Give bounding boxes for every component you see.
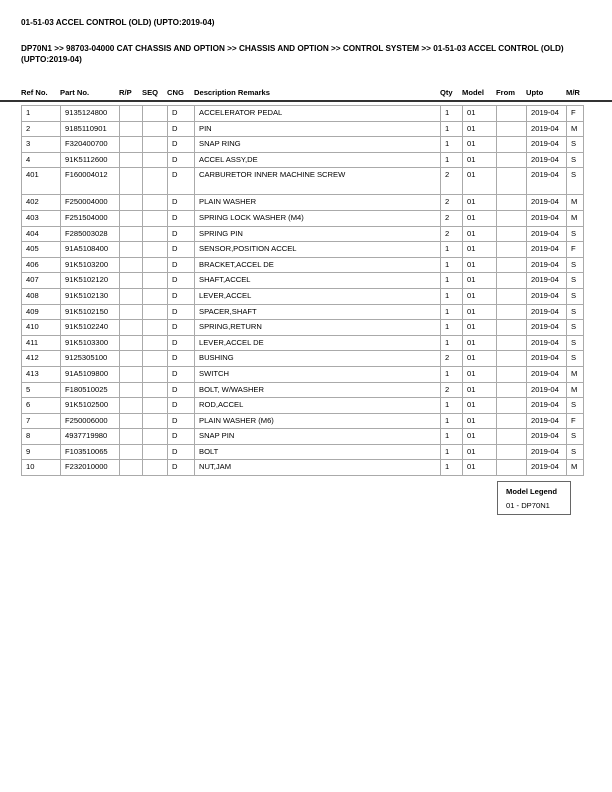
table-cell: 91K5102150 [61, 304, 120, 320]
table-row [22, 168, 584, 195]
table-row [22, 195, 584, 211]
table-row [22, 429, 584, 445]
table-cell: F160004012 [61, 168, 120, 195]
table-cell: S [567, 320, 584, 336]
table-cell: 2019-04 [527, 106, 567, 122]
table-cell: 01 [463, 121, 497, 137]
table-cell: 9135124800 [61, 106, 120, 122]
table-cell: M [567, 195, 584, 211]
table-cell: S [567, 257, 584, 273]
table-cell [143, 444, 168, 460]
table-cell: 2019-04 [527, 460, 567, 476]
table-cell [143, 168, 168, 195]
table-cell: D [168, 273, 195, 289]
table-cell: 2019-04 [527, 168, 567, 195]
table-row [22, 460, 584, 476]
table-cell: D [168, 288, 195, 304]
column-header: M/R [566, 88, 580, 97]
table-cell: 1 [441, 335, 463, 351]
table-cell: D [168, 257, 195, 273]
table-cell: 01 [463, 168, 497, 195]
table-cell: 9185110901 [61, 121, 120, 137]
table-cell: 2019-04 [527, 382, 567, 398]
table-cell: 01 [463, 444, 497, 460]
table-cell [143, 273, 168, 289]
table-cell: 407 [22, 273, 61, 289]
table-cell: 2019-04 [527, 195, 567, 211]
table-cell: 1 [441, 460, 463, 476]
table-cell: 1 [441, 121, 463, 137]
table-cell: ACCEL ASSY,DE [195, 152, 441, 168]
table-cell: S [567, 398, 584, 414]
table-cell: 01 [463, 366, 497, 382]
table-cell: 2019-04 [527, 366, 567, 382]
table-cell [120, 351, 143, 367]
table-cell: 01 [463, 137, 497, 153]
table-cell: BRACKET,ACCEL DE [195, 257, 441, 273]
table-cell [143, 152, 168, 168]
table-cell: F [567, 242, 584, 258]
table-cell: 01 [463, 382, 497, 398]
table-cell [120, 429, 143, 445]
table-cell: 2019-04 [527, 210, 567, 226]
table-cell [497, 444, 527, 460]
table-cell: D [168, 413, 195, 429]
table-cell: S [567, 137, 584, 153]
table-cell: S [567, 304, 584, 320]
table-cell: SENSOR,POSITION ACCEL [195, 242, 441, 258]
table-cell: 01 [463, 195, 497, 211]
table-cell: D [168, 398, 195, 414]
table-cell: 6 [22, 398, 61, 414]
table-cell: 01 [463, 460, 497, 476]
table-cell: 01 [463, 351, 497, 367]
column-header: Ref No. [21, 88, 48, 97]
table-cell: F251504000 [61, 210, 120, 226]
table-cell [497, 288, 527, 304]
table-cell: 01 [463, 320, 497, 336]
table-cell [143, 460, 168, 476]
table-cell: 2 [441, 226, 463, 242]
table-cell: SPRING,RETURN [195, 320, 441, 336]
table-cell: M [567, 382, 584, 398]
column-header: Upto [526, 88, 544, 97]
table-cell: F103510065 [61, 444, 120, 460]
table-cell: S [567, 226, 584, 242]
table-cell [120, 242, 143, 258]
column-header: Description Remarks [194, 88, 270, 97]
table-cell: 91K5102120 [61, 273, 120, 289]
model-legend [497, 481, 571, 515]
column-header: R/P [119, 88, 132, 97]
table-cell [143, 137, 168, 153]
table-cell [143, 106, 168, 122]
table-cell [143, 382, 168, 398]
table-cell: 2019-04 [527, 121, 567, 137]
table-cell: 01 [463, 210, 497, 226]
table-cell: 403 [22, 210, 61, 226]
table-cell: M [567, 460, 584, 476]
table-cell [143, 242, 168, 258]
table-cell: 91A5108400 [61, 242, 120, 258]
table-cell: 91K5112600 [61, 152, 120, 168]
table-cell: S [567, 429, 584, 445]
table-row [22, 242, 584, 258]
table-cell: 1 [441, 106, 463, 122]
column-header: Model [462, 88, 484, 97]
table-cell [497, 242, 527, 258]
table-cell: 91A5109800 [61, 366, 120, 382]
table-cell: D [168, 366, 195, 382]
table-cell: M [567, 121, 584, 137]
table-cell: 01 [463, 226, 497, 242]
table-cell: F232010000 [61, 460, 120, 476]
table-cell: SHAFT,ACCEL [195, 273, 441, 289]
table-cell [120, 398, 143, 414]
table-cell: 2 [22, 121, 61, 137]
table-cell [143, 195, 168, 211]
table-row [22, 351, 584, 367]
table-cell [120, 304, 143, 320]
table-cell: 1 [441, 398, 463, 414]
table-cell: 1 [441, 257, 463, 273]
table-cell: S [567, 444, 584, 460]
table-cell: SNAP PIN [195, 429, 441, 445]
column-header: CNG [167, 88, 184, 97]
table-cell: S [567, 351, 584, 367]
table-cell: 1 [22, 106, 61, 122]
table-cell: F [567, 413, 584, 429]
table-row [22, 257, 584, 273]
table-cell: 406 [22, 257, 61, 273]
column-header: From [496, 88, 515, 97]
table-cell: 411 [22, 335, 61, 351]
table-cell: 9125305100 [61, 351, 120, 367]
table-cell: D [168, 242, 195, 258]
table-cell: SPRING PIN [195, 226, 441, 242]
table-cell: 5 [22, 382, 61, 398]
table-cell: 01 [463, 413, 497, 429]
table-cell: D [168, 121, 195, 137]
table-cell: 01 [463, 106, 497, 122]
table-cell: 1 [441, 413, 463, 429]
table-cell: D [168, 195, 195, 211]
legend-title: Model Legend [506, 487, 558, 496]
table-row [22, 288, 584, 304]
table-cell: 01 [463, 429, 497, 445]
table-cell: 2 [441, 168, 463, 195]
table-cell [497, 320, 527, 336]
table-cell: 9 [22, 444, 61, 460]
table-cell: 2019-04 [527, 273, 567, 289]
table-cell: NUT,JAM [195, 460, 441, 476]
table-cell [120, 413, 143, 429]
table-cell: M [567, 210, 584, 226]
table-cell: 2 [441, 382, 463, 398]
table-cell: D [168, 320, 195, 336]
table-cell [120, 226, 143, 242]
table-header [0, 87, 612, 102]
table-cell: 91K5102500 [61, 398, 120, 414]
table-cell [143, 320, 168, 336]
table-cell [143, 429, 168, 445]
table-cell [120, 382, 143, 398]
table-cell: LEVER,ACCEL DE [195, 335, 441, 351]
table-cell: 408 [22, 288, 61, 304]
table-cell: S [567, 335, 584, 351]
table-row [22, 226, 584, 242]
table-row [22, 413, 584, 429]
table-cell: SPACER,SHAFT [195, 304, 441, 320]
table-cell: 413 [22, 366, 61, 382]
table-cell: ROD,ACCEL [195, 398, 441, 414]
table-cell [120, 288, 143, 304]
table-cell: 1 [441, 273, 463, 289]
table-cell [497, 366, 527, 382]
table-cell [497, 168, 527, 195]
table-cell: 91K5103300 [61, 335, 120, 351]
table-cell: 01 [463, 273, 497, 289]
table-row [22, 273, 584, 289]
table-cell [497, 137, 527, 153]
table-row [22, 210, 584, 226]
table-cell [120, 273, 143, 289]
table-cell: D [168, 304, 195, 320]
table-cell: D [168, 168, 195, 195]
table-cell [497, 152, 527, 168]
table-cell: 01 [463, 152, 497, 168]
table-cell: 2019-04 [527, 242, 567, 258]
table-cell: 2019-04 [527, 288, 567, 304]
table-cell: 2 [441, 195, 463, 211]
table-cell [120, 257, 143, 273]
table-cell: D [168, 351, 195, 367]
table-cell: 2019-04 [527, 335, 567, 351]
table-cell: 4937719980 [61, 429, 120, 445]
table-cell: F320400700 [61, 137, 120, 153]
table-cell: 91K5102130 [61, 288, 120, 304]
table-cell: SPRING LOCK WASHER (M4) [195, 210, 441, 226]
table-cell [120, 366, 143, 382]
table-cell: 1 [441, 320, 463, 336]
table-cell: BOLT [195, 444, 441, 460]
table-row [22, 304, 584, 320]
table-cell [497, 257, 527, 273]
table-cell [120, 152, 143, 168]
table-cell [120, 444, 143, 460]
table-cell [120, 210, 143, 226]
table-cell [120, 195, 143, 211]
table-cell: 01 [463, 288, 497, 304]
table-cell: F180510025 [61, 382, 120, 398]
table-cell [120, 460, 143, 476]
table-cell: 405 [22, 242, 61, 258]
table-cell: 01 [463, 398, 497, 414]
table-cell [497, 382, 527, 398]
table-row [22, 398, 584, 414]
table-cell: D [168, 106, 195, 122]
table-cell [497, 226, 527, 242]
table-cell [120, 137, 143, 153]
table-cell [120, 335, 143, 351]
table-cell: CARBURETOR INNER MACHINE SCREW [195, 168, 441, 195]
table-cell [497, 210, 527, 226]
table-row [22, 121, 584, 137]
table-cell: SWITCH [195, 366, 441, 382]
table-cell: 2019-04 [527, 152, 567, 168]
table-cell [143, 398, 168, 414]
table-row [22, 320, 584, 336]
table-cell: 2019-04 [527, 226, 567, 242]
column-header: SEQ [142, 88, 159, 97]
table-cell: BUSHING [195, 351, 441, 367]
table-cell [120, 320, 143, 336]
table-cell: S [567, 152, 584, 168]
table-cell: 1 [441, 444, 463, 460]
table-cell: D [168, 429, 195, 445]
table-cell: 2 [441, 210, 463, 226]
table-cell [497, 195, 527, 211]
table-row [22, 152, 584, 168]
table-cell: BOLT, W/WASHER [195, 382, 441, 398]
table-cell: 1 [441, 152, 463, 168]
table-cell: 404 [22, 226, 61, 242]
table-cell: 01 [463, 257, 497, 273]
table-cell: ACCELERATOR PEDAL [195, 106, 441, 122]
table-cell: 409 [22, 304, 61, 320]
table-cell: 2019-04 [527, 429, 567, 445]
table-cell: D [168, 460, 195, 476]
table-cell: D [168, 226, 195, 242]
table-cell: 2019-04 [527, 413, 567, 429]
table-cell [143, 226, 168, 242]
table-cell [497, 106, 527, 122]
table-cell: S [567, 288, 584, 304]
table-cell [497, 273, 527, 289]
table-cell [497, 460, 527, 476]
table-cell [143, 413, 168, 429]
table-cell: D [168, 444, 195, 460]
table-cell [120, 106, 143, 122]
table-cell: 01 [463, 335, 497, 351]
table-cell: 401 [22, 168, 61, 195]
table-cell [497, 121, 527, 137]
table-cell: 2019-04 [527, 257, 567, 273]
table-cell: 1 [441, 366, 463, 382]
table-cell: F250004000 [61, 195, 120, 211]
table-cell: D [168, 382, 195, 398]
table-cell [143, 257, 168, 273]
table-cell: F285003028 [61, 226, 120, 242]
table-cell [497, 429, 527, 445]
table-row [22, 335, 584, 351]
table-cell: 2019-04 [527, 444, 567, 460]
table-cell: S [567, 168, 584, 195]
table-cell: 2 [441, 351, 463, 367]
table-cell: 01 [463, 242, 497, 258]
table-cell [497, 413, 527, 429]
table-cell: M [567, 366, 584, 382]
table-cell: 8 [22, 429, 61, 445]
table-cell: 7 [22, 413, 61, 429]
table-cell [143, 210, 168, 226]
table-cell [143, 351, 168, 367]
table-cell: 3 [22, 137, 61, 153]
table-row [22, 106, 584, 122]
table-cell: PIN [195, 121, 441, 137]
table-cell [143, 304, 168, 320]
table-cell: 2019-04 [527, 137, 567, 153]
parts-table [21, 105, 584, 476]
table-cell: 2019-04 [527, 304, 567, 320]
breadcrumb: DP70N1 >> 98703-04000 CAT CHASSIS AND OPTION >> CHASSIS AND OPTION >> CONTROL SYSTEM >> 01-51-03 ACCEL CONTROL (OLD) (UPTO:2019-04) [21, 44, 564, 64]
table-cell [497, 304, 527, 320]
table-cell [143, 335, 168, 351]
page-title: 01-51-03 ACCEL CONTROL (OLD) (UPTO:2019-04) [21, 18, 215, 27]
table-cell: 1 [441, 304, 463, 320]
table-cell: 91K5102240 [61, 320, 120, 336]
table-cell: 1 [441, 288, 463, 304]
table-cell: PLAIN WASHER (M6) [195, 413, 441, 429]
table-cell: S [567, 273, 584, 289]
table-cell: D [168, 335, 195, 351]
table-cell: 2019-04 [527, 320, 567, 336]
table-cell [120, 121, 143, 137]
table-cell: F [567, 106, 584, 122]
table-cell [143, 288, 168, 304]
column-header: Part No. [60, 88, 90, 97]
table-cell: 1 [441, 429, 463, 445]
table-cell [120, 168, 143, 195]
table-cell [497, 335, 527, 351]
table-cell: 4 [22, 152, 61, 168]
table-cell: SNAP RING [195, 137, 441, 153]
table-cell: 01 [463, 304, 497, 320]
table-cell: PLAIN WASHER [195, 195, 441, 211]
table-cell: 2019-04 [527, 398, 567, 414]
table-row [22, 366, 584, 382]
table-cell [143, 366, 168, 382]
table-row [22, 137, 584, 153]
table-cell: 1 [441, 137, 463, 153]
table-cell: 91K5103200 [61, 257, 120, 273]
table-cell: F250006000 [61, 413, 120, 429]
table-cell: D [168, 210, 195, 226]
table-row [22, 444, 584, 460]
table-cell [143, 121, 168, 137]
table-cell: D [168, 137, 195, 153]
table-cell: LEVER,ACCEL [195, 288, 441, 304]
table-cell: 410 [22, 320, 61, 336]
table-cell: 10 [22, 460, 61, 476]
table-cell: 412 [22, 351, 61, 367]
table-cell: D [168, 152, 195, 168]
table-cell: 402 [22, 195, 61, 211]
legend-entry: 01 - DP70N1 [506, 501, 550, 510]
table-row [22, 382, 584, 398]
column-header: Qty [440, 88, 453, 97]
table-cell: 2019-04 [527, 351, 567, 367]
table-cell [497, 351, 527, 367]
table-cell: 1 [441, 242, 463, 258]
table-cell [497, 398, 527, 414]
